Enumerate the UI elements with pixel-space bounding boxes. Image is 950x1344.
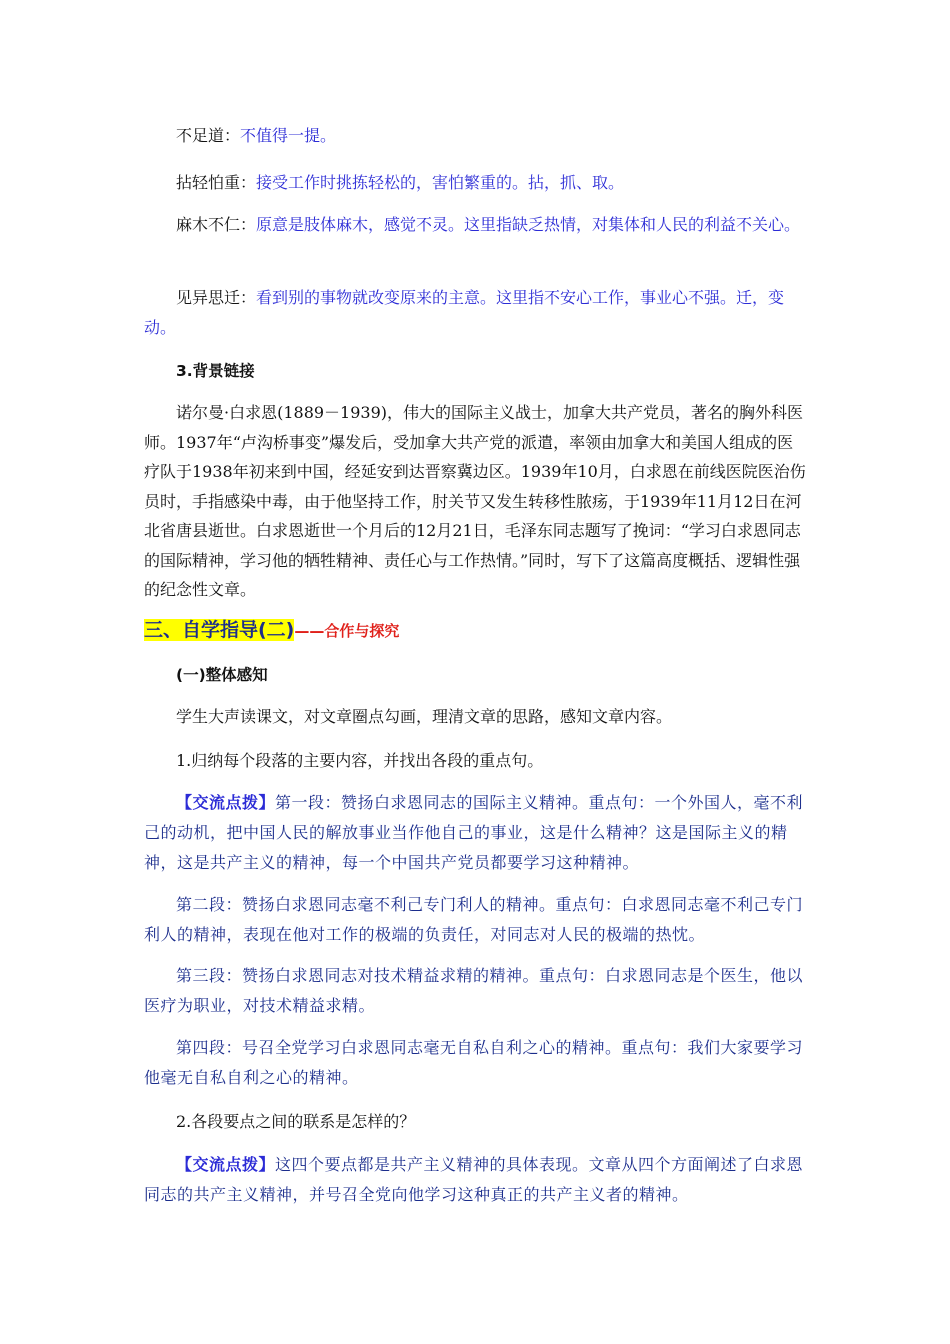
background-paragraph: 诺尔曼·白求恩(1889－1939)，伟大的国际主义战士，加拿大共产党员，著名的胸外科医师。1937年“卢沟桥事变”爆发后，受加拿大共产党的派遣，率领由加拿大和美国人组成的医疗队于1938年初来到中国，经延安到达晋察冀边区。1939年10月，白求恩在前线医院医治伤员时，手指感染中毒，由于他坚持工作，肘关节又发生转移性脓疡，于1939年11月12日在河北省唐县逝世。白求恩逝世一个月后的12月21日，毛泽东同志题写了挽词：“学习白求恩同志的国际精神，学习他的牺牲精神、责任心与工作热情。”同时，写下了这篇高度概括、逻辑性强的纪念性文章。 [144,403,806,599]
answer-text: 这四个要点都是共产主义精神的具体表现。文章从四个方面阐述了白求恩同志的共产主义精神，并号召全党向他学习这种真正的共产主义者的精神。 [144,1155,804,1204]
answer-text: 第一段：赞扬白求恩同志的国际主义精神。重点句：一个外国人，毫不利己的动机，把中国人民的解放事业当作他自己的事业，这是什么精神？这是国际主义的精神，这是共产主义的精神，每一个中国共产党员都要学习这种精神。 [144,793,804,872]
answer-paragraph: 第四段：号召全党学习白求恩同志毫无自私自利之心的精神。重点句：我们大家要学习他毫无自私自利之心的精神。 [144,1038,804,1087]
section-heading-background: 3.背景链接 [176,362,255,380]
subsection-heading: (一)整体感知 [176,666,268,684]
vocab-entry [144,168,806,198]
vocab-entry [144,283,806,343]
vocab-entry [144,121,806,151]
vocab-term: 麻木不仁： [176,215,257,234]
intro-paragraph: 学生大声读课文，对文章圈点勾画，理清文章的思路，感知文章内容。 [176,707,673,726]
section-title-main: 三、自学指导(二) [144,619,295,641]
answer-paragraph [144,1150,806,1210]
vocab-term: 不足道： [176,126,241,145]
vocab-definition: 接受工作时挑拣轻松的，害怕繁重的。拈，抓、取。 [256,173,625,192]
exchange-tag: 【交流点拨】 [176,1155,276,1174]
vocab-entry [144,210,806,240]
section-title [144,615,806,646]
vocab-term: 见异思迁： [176,288,257,307]
question-1: 1.归纳每个段落的主要内容，并找出各段的重点句。 [176,751,544,770]
answer-paragraph: 第二段：赞扬白求恩同志毫不利己专门利人的精神。重点句：白求恩同志毫不利己专门利人的精神，表现在他对工作的极端的负责任，对同志对人民的极端的热忱。 [144,895,804,944]
question-2: 2.各段要点之间的联系是怎样的？ [176,1112,416,1131]
answer-paragraph [144,788,806,878]
section-title-sub: ——合作与探究 [294,622,400,640]
vocab-definition: 原意是肢体麻木，感觉不灵。这里指缺乏热情，对集体和人民的利益不关心。 [256,215,801,234]
vocab-term: 拈轻怕重： [176,173,257,192]
vocab-definition: 看到别的事物就改变原来的主意。这里指不安心工作，事业心不强。迁，变动。 [144,288,785,337]
answer-paragraph: 第三段：赞扬白求恩同志对技术精益求精的精神。重点句：白求恩同志是个医生，他以医疗为职业，对技术精益求精。 [144,966,804,1015]
vocab-definition: 不值得一提。 [240,126,337,145]
exchange-tag: 【交流点拨】 [176,793,276,812]
